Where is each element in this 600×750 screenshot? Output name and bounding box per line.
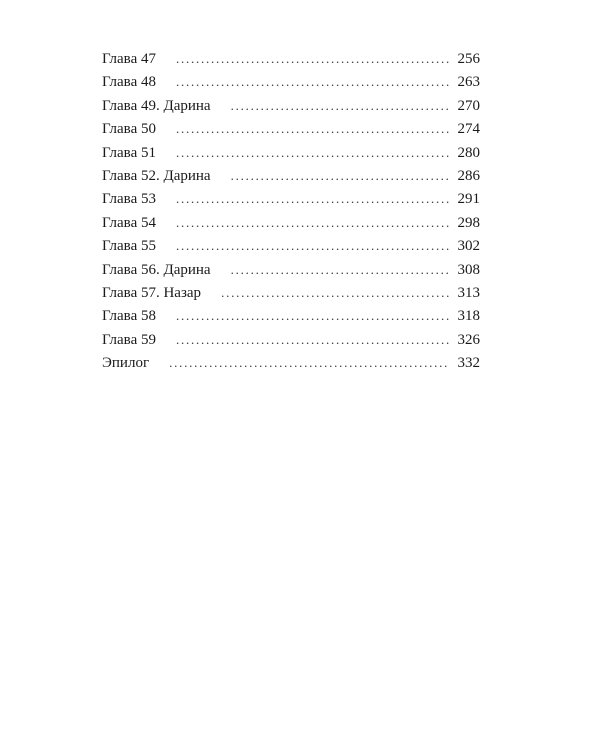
toc-entry xyxy=(102,187,480,210)
toc-dot-leader xyxy=(221,281,449,304)
toc-dot-leader xyxy=(176,141,449,164)
toc-dot-leader xyxy=(176,187,449,210)
toc-entry-title: Глава 51 xyxy=(102,144,156,161)
toc-entry-page: 280 xyxy=(457,144,480,161)
toc-entry xyxy=(102,258,480,281)
toc-entry-title: Глава 48 xyxy=(102,74,156,91)
toc-entry xyxy=(102,94,480,117)
toc-entry-page: 302 xyxy=(457,238,480,255)
toc-entry-page: 298 xyxy=(457,214,480,231)
toc-entry-title: Глава 58 xyxy=(102,308,156,325)
toc-entry-title: Глава 50 xyxy=(102,121,156,138)
toc-dot-leader xyxy=(231,94,449,117)
toc-entry-title: Глава 52. Дарина xyxy=(102,167,211,184)
toc-entry xyxy=(102,328,480,351)
toc-entry xyxy=(102,211,480,234)
toc-dot-leader xyxy=(176,70,449,93)
toc-dot-leader xyxy=(231,258,449,281)
toc-dot-leader xyxy=(169,351,449,374)
toc-entry-title: Глава 47 xyxy=(102,51,156,67)
toc-entry-title: Глава 53 xyxy=(102,191,156,208)
toc-entry-page: 326 xyxy=(457,331,480,348)
toc-dot-leader xyxy=(176,117,449,140)
toc-dot-leader xyxy=(176,328,449,351)
toc-entry-page: 291 xyxy=(457,191,480,208)
toc-dot-leader xyxy=(176,234,449,257)
toc-entry xyxy=(102,70,480,93)
toc-dot-leader xyxy=(176,211,449,234)
toc-entry-page: 270 xyxy=(457,97,480,114)
toc-entry-title: Глава 57. Назар xyxy=(102,284,202,301)
toc-entry xyxy=(102,304,480,327)
toc-entry-title: Глава 59 xyxy=(102,331,156,348)
toc-entry-title: Эпилог xyxy=(102,355,150,372)
toc-entry xyxy=(102,164,480,187)
toc-entry xyxy=(102,47,480,70)
table-of-contents xyxy=(102,47,480,374)
toc-entry-page: 313 xyxy=(457,284,480,301)
toc-entry xyxy=(102,234,480,257)
toc-dot-leader xyxy=(231,164,449,187)
toc-entry xyxy=(102,117,480,140)
toc-dot-leader xyxy=(176,47,449,70)
toc-entry-page: 308 xyxy=(457,261,480,278)
toc-entry-title: Глава 56. Дарина xyxy=(102,261,211,278)
toc-entry-title: Глава 49. Дарина xyxy=(102,97,211,114)
toc-dot-leader xyxy=(176,304,449,327)
toc-entry-page: 318 xyxy=(457,308,480,325)
toc-entry-page: 263 xyxy=(457,74,480,91)
toc-entry xyxy=(102,281,480,304)
toc-entry-title: Глава 54 xyxy=(102,214,156,231)
toc-entry xyxy=(102,351,480,374)
toc-entry-page: 256 xyxy=(457,51,480,67)
toc-entry xyxy=(102,141,480,164)
toc-entry-title: Глава 55 xyxy=(102,238,156,255)
toc-entry-page: 332 xyxy=(457,355,480,372)
toc-entry-page: 274 xyxy=(457,121,480,138)
toc-entry-page: 286 xyxy=(457,167,480,184)
